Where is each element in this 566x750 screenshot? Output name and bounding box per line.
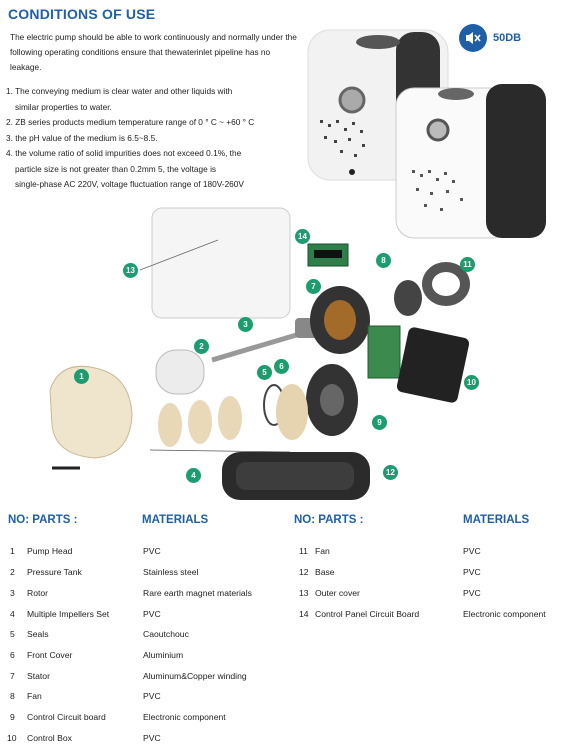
callout-7: 7	[306, 279, 321, 294]
table-cell-material: Aluminum&Copper winding	[143, 671, 247, 681]
table-cell-material: Aluminium	[143, 650, 184, 660]
table-row: 6	[10, 650, 15, 660]
table-cell-material: PVC	[143, 609, 161, 619]
table-row: 13	[299, 588, 309, 598]
table-cell-part: Pump Head	[27, 546, 73, 556]
callout-11: 11	[460, 257, 475, 272]
table-row: 14	[299, 609, 309, 619]
table-cell-material: PVC	[143, 546, 161, 556]
callout-4: 4	[186, 468, 201, 483]
table-cell-part: Front Cover	[27, 650, 73, 660]
table-cell-part: Control Panel Circuit Board	[315, 609, 420, 619]
intro-text: The electric pump should be able to work continuously and normally under the following operating conditions ensure that thewaterinlet pipeline has no leakage.	[10, 32, 297, 72]
callout-12: 12	[383, 465, 398, 480]
condition-line: particle size is not greater than 0.2mm 5, the voltage is	[15, 163, 217, 174]
condition-line: 2. ZB series products medium temperature range of 0 ° C ~ +60 ° C	[6, 117, 255, 127]
parts-header-right: NO: PARTS :	[294, 514, 364, 526]
table-row: 12	[299, 567, 309, 577]
table-cell-material: Rare earth magnet materials	[143, 588, 252, 598]
table-cell-material: Caoutchouc	[143, 629, 189, 639]
callout-14: 14	[295, 229, 310, 244]
table-cell-part: Stator	[27, 671, 50, 681]
table-cell-part: Multiple Impellers Set	[27, 609, 110, 619]
callout-1: 1	[74, 369, 89, 384]
table-cell-material: PVC	[143, 691, 161, 701]
table-cell-part: Pressure Tank	[27, 567, 82, 577]
table-cell-material: PVC	[463, 567, 481, 577]
condition-line: 4. the volume ratio of solid impurities does not exceed 0.1%, the	[6, 148, 242, 158]
table-cell-material: Electronic component	[463, 609, 546, 619]
table-row: 3	[10, 588, 15, 598]
table-row: 9	[10, 712, 15, 722]
callout-10: 10	[464, 375, 479, 390]
table-cell-material: Stainless steel	[143, 567, 199, 577]
callout-3: 3	[238, 317, 253, 332]
table-cell-material: PVC	[463, 546, 481, 556]
table-cell-part: Rotor	[27, 588, 49, 598]
table-cell-part: Control Circuit board	[27, 712, 106, 722]
table-cell-part: Base	[315, 567, 335, 577]
callout-2: 2	[194, 339, 209, 354]
table-row: 2	[10, 567, 15, 577]
page-title: CONDITIONS OF USE	[8, 6, 156, 22]
table-cell-material: PVC	[143, 733, 161, 743]
exploded-view-diagram	[40, 200, 560, 510]
table-cell-part: Outer cover	[315, 588, 360, 598]
callout-13: 13	[123, 263, 138, 278]
table-cell-part: Fan	[27, 691, 42, 701]
table-cell-material: Electronic component	[143, 712, 226, 722]
condition-line: 1. The conveying medium is clear water and other liquids with	[6, 86, 233, 96]
materials-header-right: MATERIALS	[463, 514, 530, 526]
table-row: 10	[7, 733, 17, 743]
table-cell-part: Fan	[315, 546, 330, 556]
condition-line: single-phase AC 220V, voltage fluctuation range of 180V-260V	[15, 179, 244, 189]
callout-5: 5	[257, 365, 272, 380]
conditions-list	[6, 84, 306, 193]
condition-line: 3. the pH value of the medium is 6.5~8.5.	[6, 132, 158, 143]
table-cell-part: Control Box	[27, 733, 72, 743]
materials-header-left: MATERIALS	[142, 514, 209, 526]
condition-line: similar properties to water.	[15, 101, 112, 112]
table-row: 8	[10, 691, 15, 701]
table-row: 4	[10, 609, 15, 619]
table-row: 1	[10, 546, 15, 556]
table-row: 11	[299, 546, 308, 556]
table-cell-material: PVC	[463, 588, 481, 598]
table-row: 5	[10, 629, 15, 639]
callout-6: 6	[274, 359, 289, 374]
table-cell-part: Seals	[27, 629, 49, 639]
noise-level: 50DB	[493, 32, 522, 44]
table-row: 7	[10, 671, 15, 681]
parts-header-left: NO: PARTS :	[8, 514, 78, 526]
callout-8: 8	[376, 253, 391, 268]
callout-9: 9	[372, 415, 387, 430]
